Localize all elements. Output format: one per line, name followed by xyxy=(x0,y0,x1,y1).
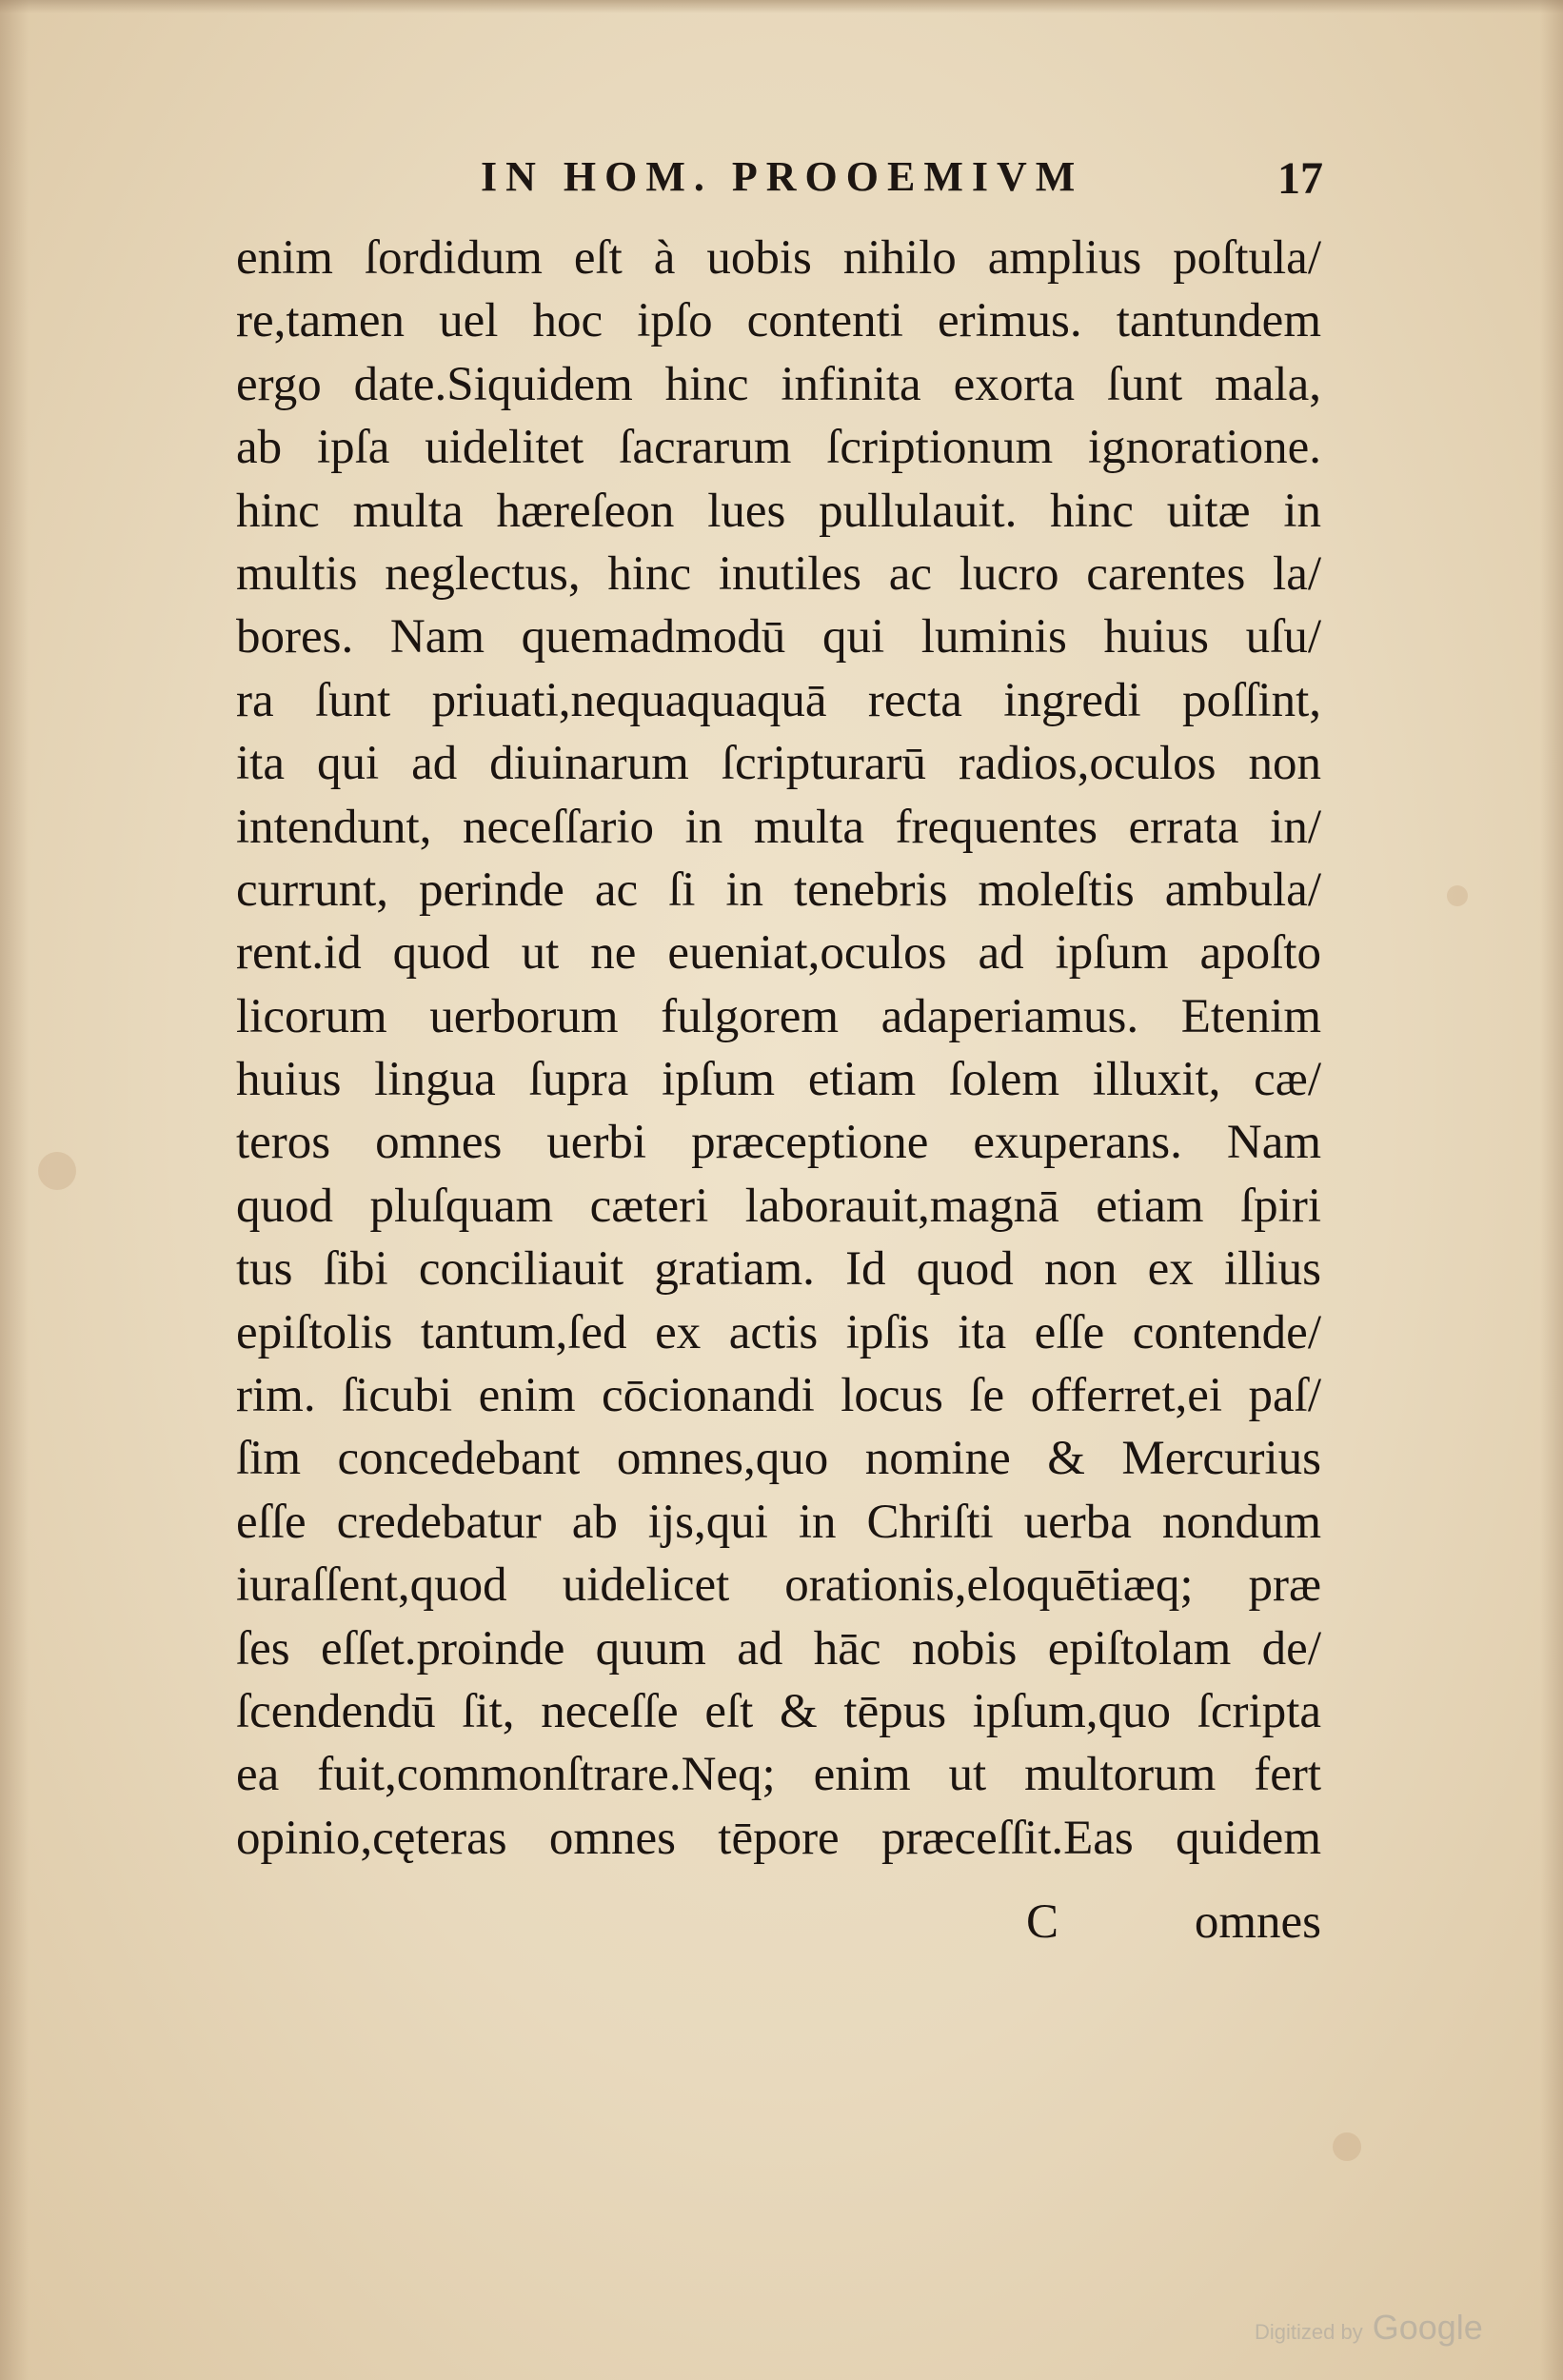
text-line: licorum uerborum fulgorem adaperiamus. Etenim xyxy=(236,989,1321,1043)
text-line: ea fuit,commonſtrare.Neq; enim ut multorum fert xyxy=(236,1748,1321,1802)
digitization-watermark xyxy=(1255,2308,1483,2348)
text-line: enim ſordidum eſt à uobis nihilo amplius poſtula/ xyxy=(236,231,1321,285)
foxing-stain xyxy=(38,1152,76,1190)
running-header xyxy=(238,152,1333,209)
text-line: ra ſunt priuati,nequaquaquā recta ingredi poſſint, xyxy=(236,673,1321,727)
page-left-edge xyxy=(0,0,29,2380)
page-top-edge xyxy=(0,0,1563,13)
text-line: ſim concedebant omnes,quo nomine & Mercurius xyxy=(236,1432,1321,1486)
text-line: ita qui ad diuinarum ſcripturarū radios,oculos non xyxy=(236,737,1321,791)
text-line: tus ſibi conciliauit gratiam. Id quod non ex illius xyxy=(236,1242,1321,1297)
text-line: quod pluſquam cæteri laborauit,magnā etiam ſpiri xyxy=(236,1179,1321,1233)
watermark-prefix: Digitized by xyxy=(1255,2320,1363,2344)
catchword: omnes xyxy=(1194,1895,1321,1949)
text-line: ſes eſſet.proinde quum ad hāc nobis epiſtolam de/ xyxy=(236,1621,1321,1676)
text-line: epiſtolis tantum,ſed ex actis ipſis ita eſſe contende/ xyxy=(236,1305,1321,1359)
text-line: teros omnes uerbi præceptione exuperans. Nam xyxy=(236,1116,1321,1170)
text-line: ergo date.Siquidem hinc infinita exorta ſunt mala, xyxy=(236,357,1321,411)
text-line: opinio,cęteras omnes tēpore præceſſit.Eas quidem xyxy=(236,1811,1321,1865)
text-line: huius lingua ſupra ipſum etiam ſolem illuxit, cæ/ xyxy=(236,1053,1321,1107)
foxing-stain xyxy=(1333,2132,1361,2161)
text-line: re,tamen uel hoc ipſo contenti erimus. tantundem xyxy=(236,294,1321,348)
text-line: intendunt, neceſſario in multa frequentes errata in/ xyxy=(236,800,1321,854)
text-line: rent.id quod ut ne eueniat,oculos ad ipſum apoſto xyxy=(236,926,1321,981)
catch-line xyxy=(236,1894,1321,1957)
text-line: currunt, perinde ac ſi in tenebris moleſtis ambula/ xyxy=(236,863,1321,917)
text-line: bores. Nam quemadmodū qui luminis huius uſu/ xyxy=(236,610,1321,664)
watermark-brand: Google xyxy=(1372,2308,1483,2347)
text-line: multis neglectus, hinc inutiles ac lucro carentes la/ xyxy=(236,546,1321,601)
text-line: iuraſſent,quod uidelicet orationis,eloquētiæq; præ xyxy=(236,1558,1321,1613)
page-right-edge xyxy=(1540,0,1563,2380)
body-text xyxy=(236,227,1321,1870)
foxing-stain xyxy=(1447,885,1468,906)
text-line: eſſe credebatur ab ijs,qui in Chriſti uerba nondum xyxy=(236,1495,1321,1549)
page-number: 17 xyxy=(1277,153,1323,204)
running-head-title: IN HOM. PROOEMIVM xyxy=(481,153,1084,200)
text-line: ab ipſa uidelitet ſacrarum ſcriptionum ignoratione. xyxy=(236,421,1321,475)
text-line: rim. ſicubi enim cōcionandi locus ſe offerret,ei paſ/ xyxy=(236,1369,1321,1423)
signature-mark: C xyxy=(1026,1895,1059,1949)
text-line: ſcendendū ſit, neceſſe eſt & tēpus ipſum,quo ſcripta xyxy=(236,1684,1321,1738)
text-line: hinc multa hæreſeon lues pullulauit. hinc uitæ in xyxy=(236,484,1321,538)
